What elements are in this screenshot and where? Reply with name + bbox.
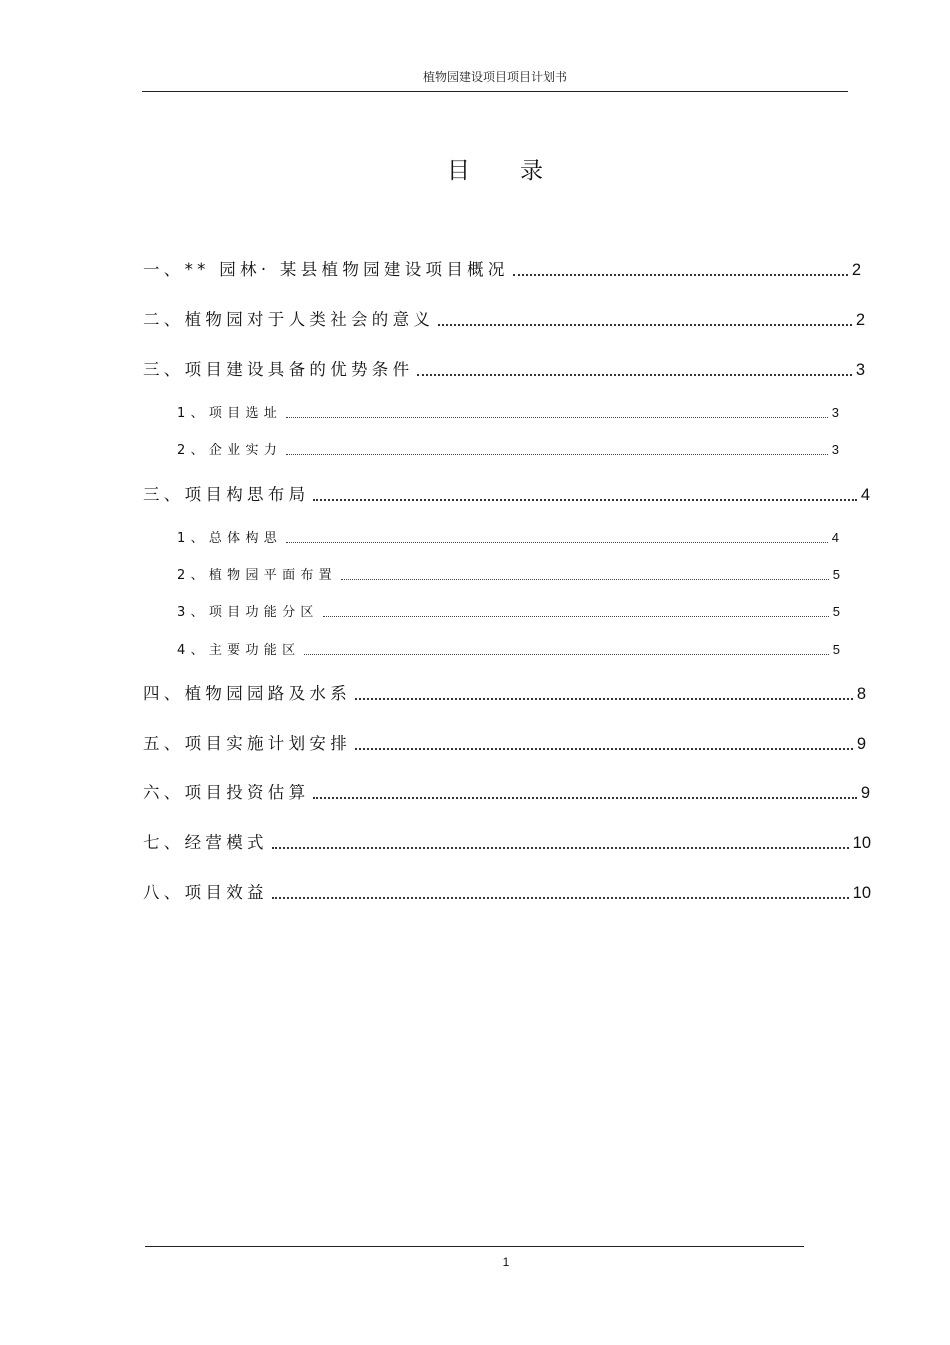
toc-leader-dots [313, 779, 856, 803]
toc-entry-page: 3 [831, 442, 839, 457]
toc-leader-dots [323, 601, 829, 620]
toc-leader-dots [313, 481, 856, 505]
toc-entry-page: 4 [831, 530, 839, 545]
toc-entry-label: 一、** 园林· 某县植物园建设项目概况 [143, 260, 509, 279]
toc-entry-page: 5 [832, 604, 840, 619]
toc-entry-7[interactable] [143, 779, 870, 803]
toc-entry-label: 2、企业实力 [177, 443, 283, 458]
toc-title: 目录 [447, 158, 593, 184]
toc-entry-label: 2、植物园平面布置 [177, 568, 337, 583]
toc-leader-dots [513, 256, 848, 280]
toc-entry-page: 2 [855, 311, 865, 329]
toc-entry-4-4[interactable] [177, 639, 840, 658]
toc-entry-3-1[interactable] [177, 402, 839, 421]
toc-entry-page: 4 [860, 486, 870, 504]
toc-leader-dots [417, 356, 851, 380]
toc-leader-dots [286, 527, 828, 546]
toc-leader-dots [438, 306, 852, 330]
toc-entry-page: 5 [832, 567, 840, 582]
toc-entry-3-2[interactable] [177, 439, 839, 458]
toc-leader-dots [286, 439, 828, 458]
running-header: 植物园建设项目项目计划书 [422, 70, 567, 84]
toc-entry-page: 5 [832, 642, 840, 657]
toc-entry-page: 2 [851, 261, 861, 279]
toc-leader-dots [286, 402, 828, 421]
toc-entry-label: 1、项目选址 [177, 406, 283, 421]
toc-entry-page: 10 [852, 834, 871, 852]
toc-entry-page: 10 [852, 884, 871, 902]
toc-leader-dots [272, 879, 849, 903]
toc-entry-label: 1、总体构思 [177, 531, 283, 546]
toc-leader-dots [355, 680, 853, 704]
toc-entry-4-1[interactable] [177, 527, 839, 546]
toc-entry-9[interactable] [143, 879, 871, 903]
toc-entry-label: 三、项目构思布局 [143, 485, 310, 504]
toc-entry-page: 9 [856, 735, 866, 753]
toc-entry-page: 8 [856, 685, 866, 703]
toc-entry-8[interactable] [143, 829, 871, 853]
toc-leader-dots [304, 639, 828, 658]
toc-entry-2[interactable] [143, 306, 865, 330]
toc-entry-label: 四、植物园园路及水系 [143, 684, 351, 703]
toc-leader-dots [355, 730, 853, 754]
toc-entry-4-3[interactable] [177, 601, 840, 620]
toc-entry-label: 五、项目实施计划安排 [143, 734, 351, 753]
toc-entry-1[interactable] [143, 256, 861, 280]
toc-entry-4[interactable] [143, 481, 870, 505]
toc-leader-dots [272, 829, 849, 853]
toc-entry-page: 3 [831, 405, 839, 420]
toc-entry-label: 六、项目投资估算 [143, 783, 310, 802]
header-rule [142, 91, 848, 92]
toc-entry-3[interactable] [143, 356, 865, 380]
footer-rule [145, 1246, 804, 1247]
toc-entry-label: 二、植物园对于人类社会的意义 [143, 310, 435, 329]
toc-entry-4-2[interactable] [177, 564, 840, 583]
toc-entry-label: 4、主要功能区 [177, 643, 301, 658]
toc-entry-page: 9 [860, 784, 870, 802]
toc-entry-label: 八、项目效益 [143, 883, 268, 902]
toc-leader-dots [341, 564, 829, 583]
toc-entry-label: 3、项目功能分区 [177, 605, 319, 620]
toc-entry-6[interactable] [143, 730, 866, 754]
toc-entry-5[interactable] [143, 680, 866, 704]
footer-page-number: 1 [502, 1255, 510, 1269]
toc-entry-page: 3 [855, 361, 865, 379]
toc-entry-label: 七、经营模式 [143, 833, 268, 852]
toc-entry-label: 三、项目建设具备的优势条件 [143, 360, 414, 379]
